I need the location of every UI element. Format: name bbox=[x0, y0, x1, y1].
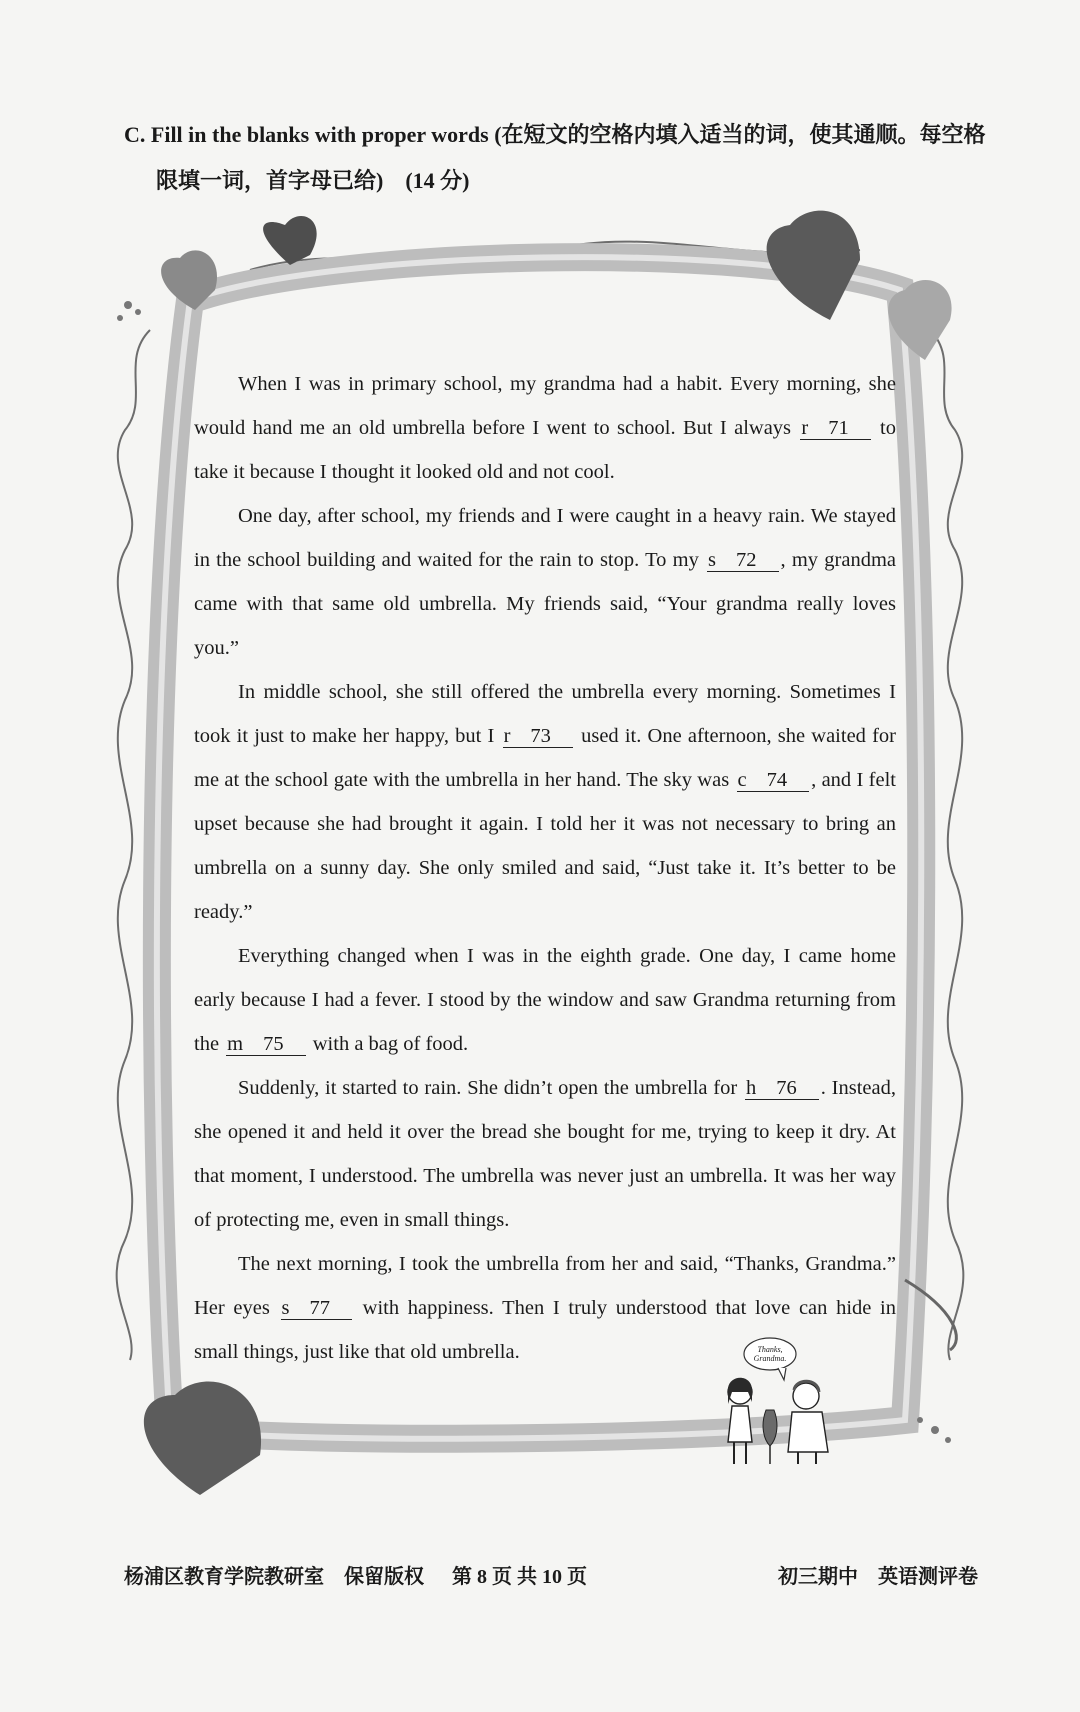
heart-icon bbox=[767, 211, 860, 320]
heart-icon bbox=[144, 1382, 261, 1496]
blank-number: 72 bbox=[736, 549, 757, 571]
blank-number: 75 bbox=[263, 1033, 284, 1055]
blank-75[interactable] bbox=[226, 1033, 305, 1056]
blank-71[interactable] bbox=[800, 417, 870, 440]
paragraph-2 bbox=[194, 494, 896, 670]
paragraph-4 bbox=[194, 934, 896, 1066]
paragraph-text: When I was in primary school, my grandma had a habit. Every morning, she would hand me an old umbrella before I went to school. But I always bbox=[194, 373, 896, 439]
blank-76[interactable] bbox=[745, 1077, 819, 1100]
paragraph-text: Suddenly, it started to rain. She didn’t open the umbrella for bbox=[238, 1077, 743, 1099]
paragraph-5 bbox=[194, 1066, 896, 1242]
footer-exam-title: 初三期中 英语测评卷 bbox=[778, 1566, 978, 1588]
blank-74[interactable] bbox=[737, 769, 810, 792]
blank-number: 71 bbox=[828, 417, 849, 439]
blank-number: 76 bbox=[776, 1077, 797, 1099]
blank-number: 77 bbox=[309, 1297, 330, 1319]
paragraph-text: The next morning, I took the umbrella from her and said, “Thanks, Grandma.” Her eyes bbox=[194, 1253, 896, 1319]
paragraph-text: , and I felt upset because she had brought it again. I told her it was not necessary to bring an umbrella on a sunny day. She only smiled and said, “Just take it. It’s better to be ready.” bbox=[194, 769, 896, 923]
paragraph-text: with a bag of food. bbox=[307, 1033, 469, 1055]
blank-73[interactable] bbox=[503, 725, 573, 748]
paragraph-text: . Instead, she opened it and held it over the bread she bought for me, trying to keep it dry. At that moment, I understood. The umbrella was never just an umbrella. It was her way of protecting me, even in small things. bbox=[194, 1077, 896, 1231]
paragraph-text: Everything changed when I was in the eighth grade. One day, I came home early because I had a fever. I stood by the window and saw Grandma returning from the bbox=[194, 945, 896, 1055]
heart-icon bbox=[263, 216, 317, 265]
paragraph-3 bbox=[194, 670, 896, 934]
blank-72[interactable] bbox=[707, 549, 778, 572]
paragraph-text: In middle school, she still offered the umbrella every morning. Sometimes I took it just to make her happy, but I bbox=[194, 681, 896, 747]
blank-initial: c bbox=[737, 769, 747, 791]
footer-page-number: 第 8 页 共 10 页 bbox=[452, 1566, 587, 1588]
paragraph-text: One day, after school, my friends and I were caught in a heavy rain. We stayed in the school building and waited for the rain to stop. To my bbox=[194, 505, 896, 571]
instruction-line-2: 限填一词，首字母已给) (14 分) bbox=[156, 168, 470, 193]
blank-initial: r bbox=[503, 725, 511, 747]
footer-publisher: 杨浦区教育学院教研室 保留版权 bbox=[124, 1566, 424, 1588]
speech-bubble-text: Thanks, Grandma. bbox=[753, 1345, 787, 1363]
paragraph-1 bbox=[194, 362, 896, 494]
illustration-girl-and-grandma bbox=[708, 1330, 858, 1470]
blank-number: 73 bbox=[530, 725, 551, 747]
passage bbox=[194, 362, 896, 1374]
blank-initial: s bbox=[708, 549, 717, 571]
blank-77[interactable] bbox=[281, 1297, 352, 1320]
blank-number: 74 bbox=[766, 769, 788, 791]
paragraph-text: with happiness. Then I truly understood that love can hide in small things, just like that old umbrella. bbox=[194, 1297, 896, 1363]
blank-initial: m bbox=[227, 1033, 244, 1055]
blank-initial: h bbox=[746, 1077, 757, 1099]
blank-initial: r bbox=[801, 417, 809, 439]
paragraph-text: to take it because I thought it looked old and not cool. bbox=[194, 417, 896, 483]
paragraph-text: used it. One afternoon, she waited for me at the school gate with the umbrella in her hand. The sky was bbox=[194, 725, 897, 791]
instruction-line-1: C. Fill in the blanks with proper words (在短文的空格内填入适当的词，使其通顺。每空格 bbox=[124, 122, 986, 147]
blank-initial: s bbox=[281, 1297, 290, 1319]
paragraph-text: , my grandma came with that same old umbrella. My friends said, “Your grandma really loves you.” bbox=[194, 549, 896, 659]
